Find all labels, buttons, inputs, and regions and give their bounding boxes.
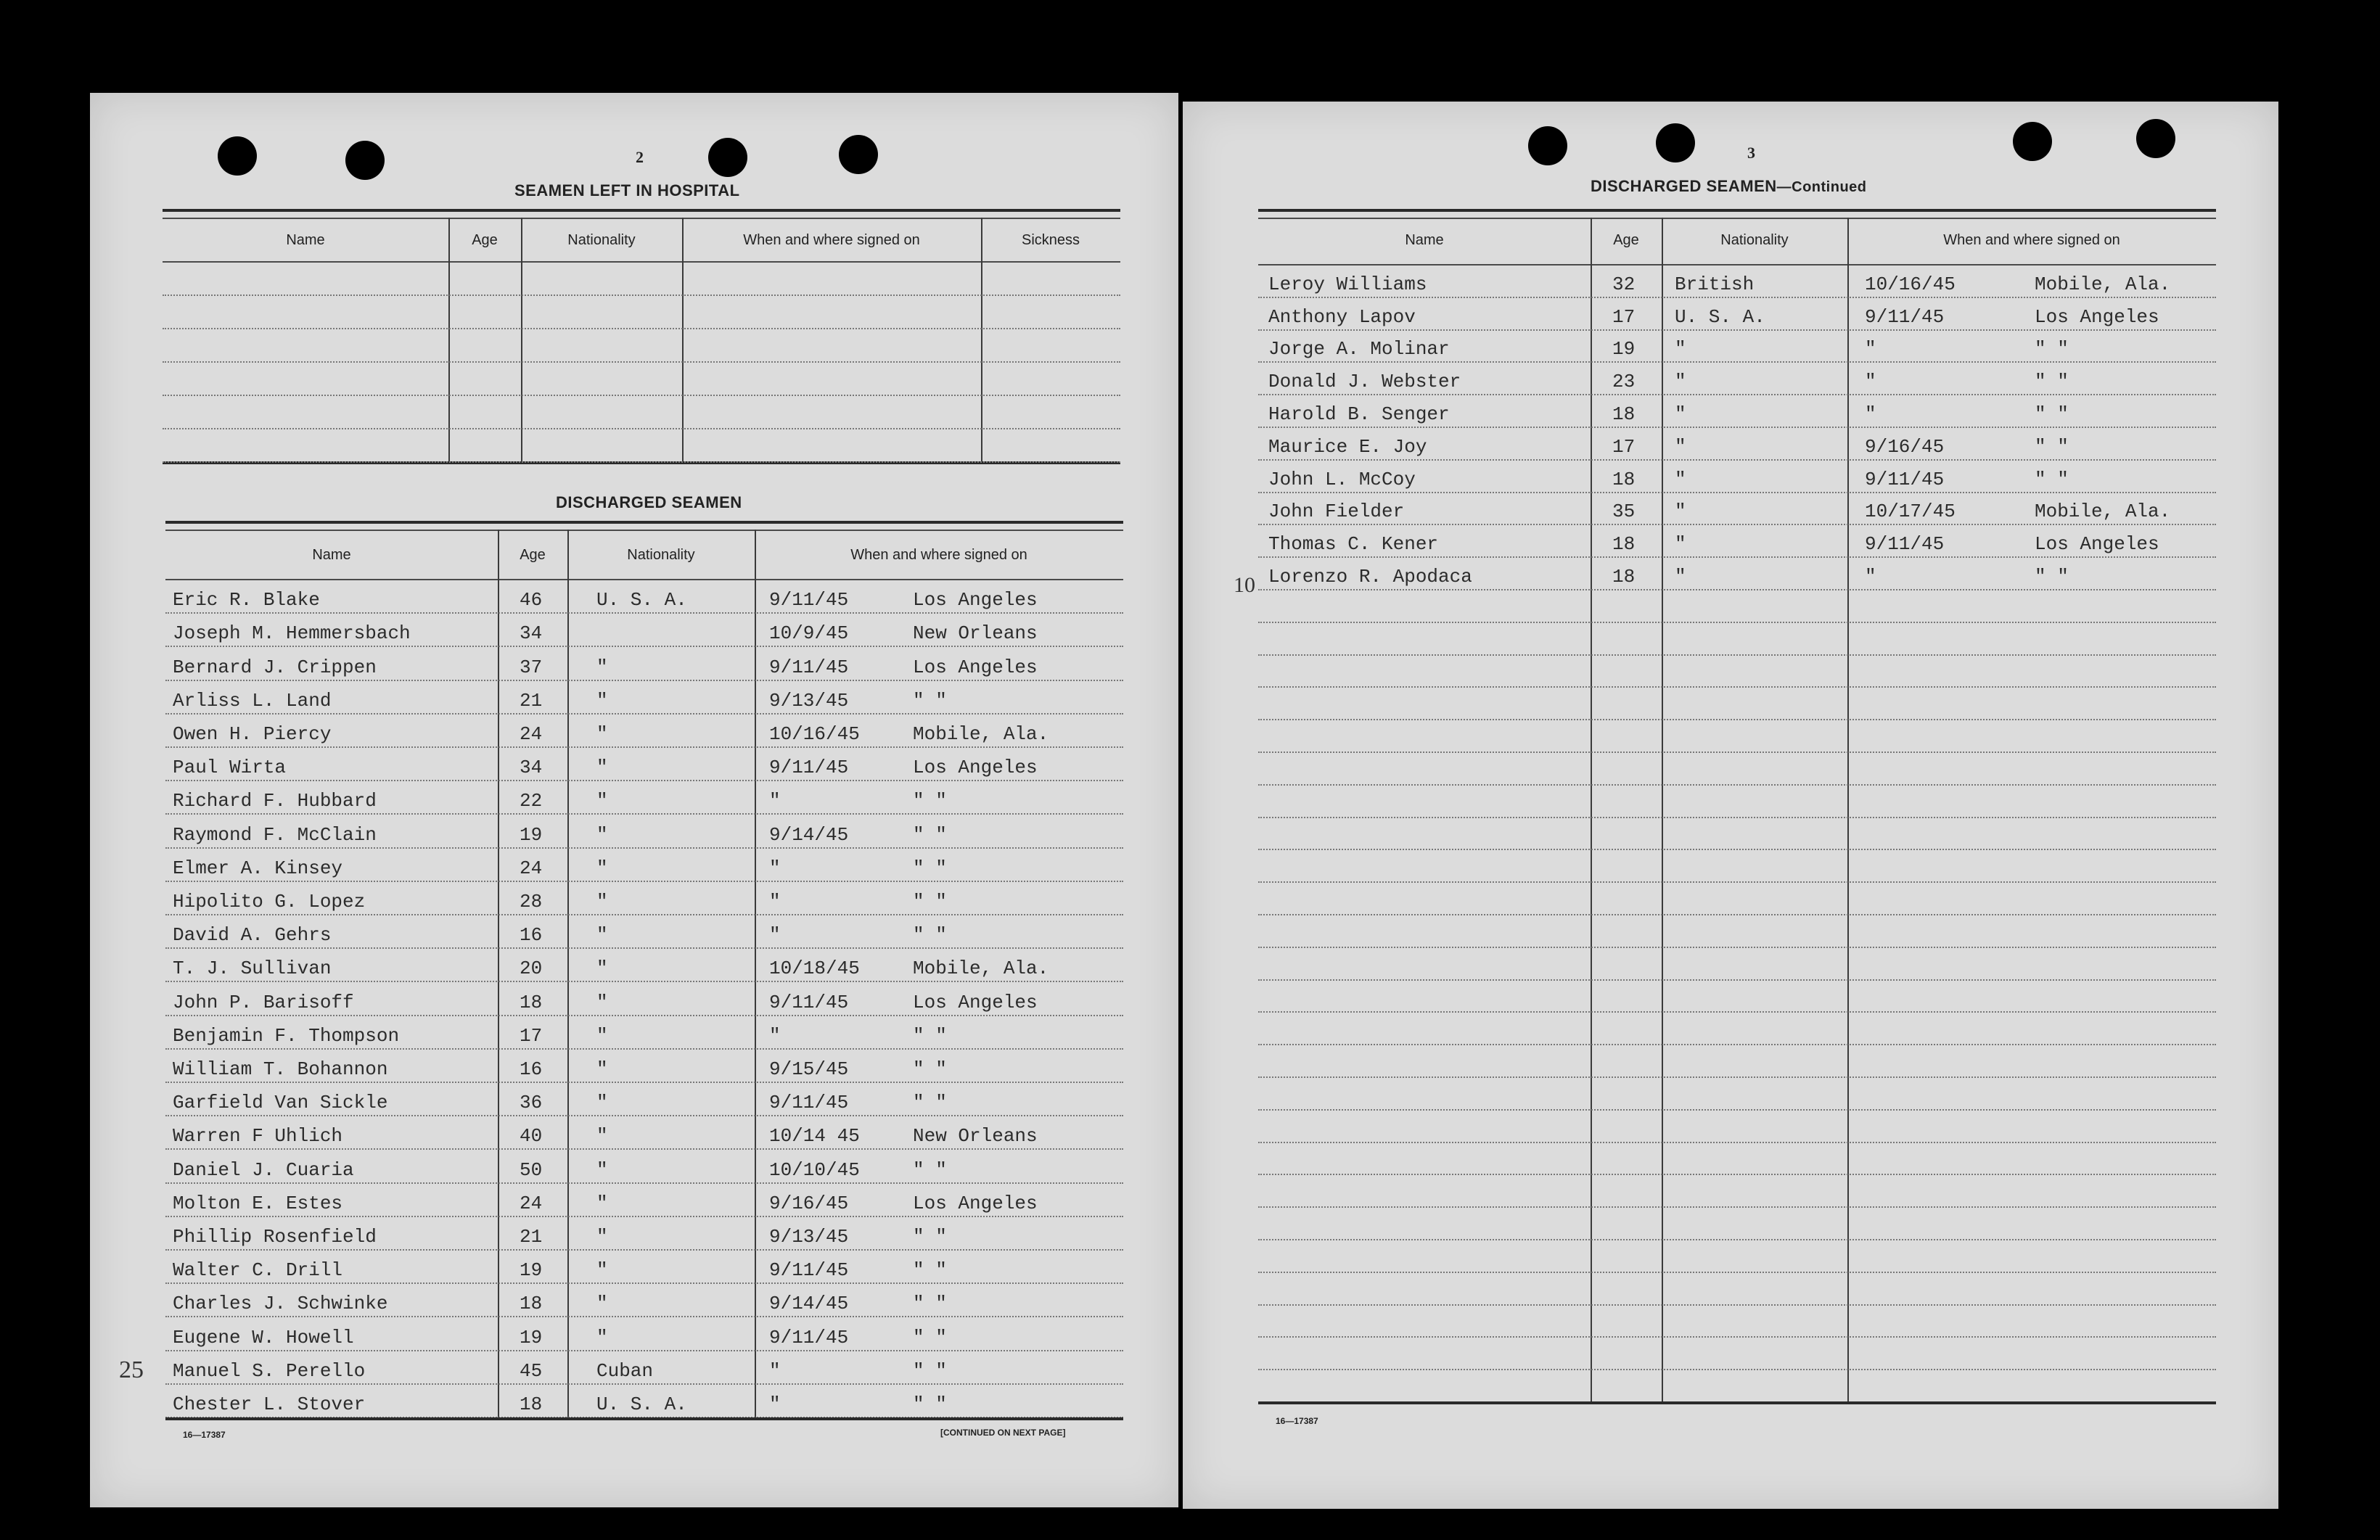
cell-date: 9/15/45 (769, 1058, 849, 1080)
cell-age: 19 (1612, 338, 1636, 361)
punch-hole (345, 141, 385, 180)
cell-date: " (1865, 403, 1876, 425)
cell-date: " (769, 857, 781, 879)
table-row (1258, 622, 2216, 656)
table-row (165, 1282, 1123, 1317)
cell-place: Los Angeles (913, 757, 1038, 779)
header-nationality: Nationality (567, 232, 636, 248)
cell-name: Bernard J. Crippen (173, 656, 377, 678)
table-row (165, 780, 1123, 815)
table-row (1258, 1272, 2216, 1306)
cell-nationality: " (596, 1024, 608, 1047)
punch-hole (2136, 119, 2175, 158)
cell-name: Paul Wirta (173, 757, 287, 779)
table-row (165, 881, 1123, 915)
table-row (1258, 752, 2216, 786)
table-row (165, 1216, 1123, 1251)
cell-date: 10/9/45 (769, 622, 849, 645)
table-row (1258, 427, 2216, 461)
table-row (1258, 1206, 2216, 1240)
cell-name: Walter C. Drill (173, 1259, 343, 1282)
cell-nationality: " (596, 1158, 608, 1181)
page-number: 3 (1747, 144, 1755, 162)
cell-date: 10/14 45 (769, 1125, 860, 1148)
header-sickness: Sickness (1021, 232, 1080, 248)
cell-name: Hipolito G. Lopez (173, 890, 366, 913)
table-row (1258, 1076, 2216, 1111)
table-row (1258, 1304, 2216, 1338)
cell-name: Chester L. Stover (173, 1393, 366, 1415)
cell-nationality: " (1675, 565, 1686, 588)
cell-place: New Orleans (913, 622, 1038, 645)
table-row (1258, 264, 2216, 298)
table-row (1258, 914, 2216, 948)
cell-place: Los Angeles (2035, 533, 2159, 556)
right-page (1183, 102, 2278, 1509)
table-row (1258, 1174, 2216, 1208)
cell-date: 10/16/45 (769, 722, 860, 745)
cell-age: 19 (520, 1259, 543, 1282)
cell-age: 18 (520, 1293, 543, 1315)
cell-date: 9/13/45 (769, 689, 849, 712)
table-row (165, 1082, 1123, 1116)
cell-age: 22 (520, 790, 543, 812)
table-row (165, 713, 1123, 748)
cell-name: Phillip Rosenfield (173, 1225, 377, 1248)
cell-name: Maurice E. Joy (1268, 435, 1427, 458)
header-name: Name (286, 232, 325, 248)
cell-nationality: British (1675, 273, 1755, 295)
table-row (1258, 329, 2216, 363)
form-number: 16—17387 (183, 1430, 226, 1440)
cell-date: 9/11/45 (769, 1326, 849, 1348)
cell-name: Eugene W. Howell (173, 1326, 354, 1348)
cell-name: Anthony Lapov (1268, 305, 1416, 328)
table-row (165, 746, 1123, 781)
cell-nationality: " (596, 823, 608, 846)
cell-nationality: " (1675, 338, 1686, 361)
cell-place: " " (2035, 338, 2069, 361)
cell-name: Garfield Van Sickle (173, 1092, 388, 1114)
table-row (1258, 849, 2216, 883)
table-row (1258, 1142, 2216, 1176)
cell-age: 20 (520, 958, 543, 980)
cell-nationality: Cuban (596, 1359, 654, 1382)
cell-age: 46 (520, 589, 543, 612)
cell-place: " " (2035, 468, 2069, 490)
cell-age: 16 (520, 924, 543, 947)
cell-name: John Fielder (1268, 501, 1405, 523)
cell-place: Mobile, Ala. (913, 722, 1049, 745)
cell-age: 17 (1612, 305, 1636, 328)
cell-age: 37 (520, 656, 543, 678)
hospital-title: SEAMEN LEFT IN HOSPITAL (514, 181, 740, 199)
table-row (165, 1316, 1123, 1351)
table-row (165, 947, 1123, 982)
table-row (1258, 979, 2216, 1013)
punch-hole (1656, 123, 1695, 162)
cell-date: 9/11/45 (769, 991, 849, 1013)
cell-nationality: U. S. A. (596, 1393, 687, 1415)
header-nationality: Nationality (627, 547, 695, 563)
cell-name: Eric R. Blake (173, 589, 320, 612)
cell-name: Warren F Uhlich (173, 1125, 343, 1148)
table-row (1258, 1044, 2216, 1078)
cell-nationality: " (1675, 403, 1686, 425)
cell-place: Los Angeles (2035, 305, 2159, 328)
cell-age: 45 (520, 1359, 543, 1382)
cell-age: 21 (520, 1225, 543, 1248)
header-age: Age (1613, 232, 1639, 248)
cell-date: 9/16/45 (769, 1192, 849, 1214)
punch-hole (839, 135, 878, 174)
discharged-title: DISCHARGED SEAMEN (556, 493, 742, 511)
cell-nationality: " (596, 1092, 608, 1114)
cell-nationality: " (596, 656, 608, 678)
cell-date: 9/14/45 (769, 1293, 849, 1315)
form-number: 16—17387 (1276, 1416, 1318, 1426)
cell-age: 34 (520, 757, 543, 779)
cell-age: 36 (520, 1092, 543, 1114)
table-row (165, 680, 1123, 715)
cell-place: " " (913, 1293, 947, 1315)
cell-age: 17 (1612, 435, 1636, 458)
cell-age: 19 (520, 1326, 543, 1348)
table-row (1258, 719, 2216, 753)
cell-age: 23 (1612, 371, 1636, 393)
header-age: Age (520, 547, 546, 563)
table-row (1258, 297, 2216, 331)
cell-nationality: " (596, 958, 608, 980)
table-row (1258, 784, 2216, 818)
table-row (1258, 686, 2216, 720)
cell-place: " " (913, 1393, 947, 1415)
table-row (1258, 459, 2216, 493)
cell-date: 9/11/45 (1865, 468, 1945, 490)
cell-date: 10/18/45 (769, 958, 860, 980)
cell-age: 24 (520, 857, 543, 879)
cell-place: " " (913, 1225, 947, 1248)
cell-name: Charles J. Schwinke (173, 1293, 388, 1315)
cell-date: 9/16/45 (1865, 435, 1945, 458)
header-signed-on: When and where signed on (743, 232, 920, 248)
table-row (165, 981, 1123, 1016)
cell-name: Benjamin F. Thompson (173, 1024, 400, 1047)
list-item (163, 295, 1120, 329)
cell-place: " " (913, 1359, 947, 1382)
page-number: 2 (636, 148, 644, 166)
cell-nationality: " (1675, 501, 1686, 523)
cell-age: 18 (1612, 403, 1636, 425)
table-row (1258, 394, 2216, 428)
margin-mark: 25 (119, 1356, 144, 1383)
cell-place: " " (913, 1092, 947, 1114)
table-row (165, 1182, 1123, 1217)
cell-nationality: " (596, 757, 608, 779)
cell-name: John L. McCoy (1268, 468, 1416, 490)
table-row (1258, 817, 2216, 851)
cell-place: " " (2035, 435, 2069, 458)
table-row (1258, 1239, 2216, 1273)
cell-name: Jorge A. Molinar (1268, 338, 1450, 361)
cell-place: " " (913, 790, 947, 812)
cell-age: 40 (520, 1125, 543, 1148)
header-name: Name (312, 547, 351, 563)
table-row (1258, 524, 2216, 558)
cell-age: 18 (1612, 468, 1636, 490)
cell-age: 50 (520, 1158, 543, 1181)
table-row (165, 1249, 1123, 1284)
table-row (1258, 492, 2216, 526)
cell-nationality: " (596, 1192, 608, 1214)
cell-place: Los Angeles (913, 1192, 1038, 1214)
cell-name: Leroy Williams (1268, 273, 1427, 295)
cell-age: 24 (520, 1192, 543, 1214)
cell-name: Thomas C. Kener (1268, 533, 1439, 556)
cell-date: 10/10/45 (769, 1158, 860, 1181)
cell-place: Los Angeles (913, 991, 1038, 1013)
table-row (1258, 881, 2216, 915)
margin-mark: 10 (1234, 573, 1255, 597)
cell-date: 9/11/45 (769, 589, 849, 612)
left-page (90, 93, 1178, 1507)
cell-place: " " (913, 890, 947, 913)
cell-date: 9/11/45 (769, 757, 849, 779)
cell-date: 9/13/45 (769, 1225, 849, 1248)
cell-place: " " (913, 1058, 947, 1080)
cell-date: 9/11/45 (1865, 305, 1945, 328)
table-row (165, 1148, 1123, 1183)
cell-place: Mobile, Ala. (2035, 273, 2171, 295)
cell-name: Molton E. Estes (173, 1192, 343, 1214)
cell-age: 19 (520, 823, 543, 846)
table-row (165, 1350, 1123, 1385)
table-row (165, 813, 1123, 848)
continued-table (1258, 209, 2216, 1404)
cell-place: " " (913, 924, 947, 947)
cell-place: Los Angeles (913, 589, 1038, 612)
cell-name: Donald J. Webster (1268, 371, 1461, 393)
cell-age: 18 (1612, 565, 1636, 588)
cell-nationality: " (596, 1293, 608, 1315)
cell-date: 10/17/45 (1865, 501, 1956, 523)
cell-nationality: " (596, 722, 608, 745)
cell-name: Arliss L. Land (173, 689, 332, 712)
title-suffix: —Continued (1776, 179, 1867, 195)
cell-name: Elmer A. Kinsey (173, 857, 343, 879)
discharged-table (165, 521, 1123, 1420)
cell-date: " (1865, 565, 1876, 588)
header-name: Name (1405, 232, 1444, 248)
table-row (165, 847, 1123, 882)
cell-date: " (769, 1359, 781, 1382)
punch-hole (708, 138, 747, 177)
cell-age: 16 (520, 1058, 543, 1080)
cell-name: Joseph M. Hemmersbach (173, 622, 411, 645)
cell-place: Los Angeles (913, 656, 1038, 678)
cell-name: David A. Gehrs (173, 924, 332, 947)
cell-age: 18 (520, 1393, 543, 1415)
punch-hole (1528, 126, 1567, 165)
cell-date: 10/16/45 (1865, 273, 1956, 295)
cell-name: Manuel S. Perello (173, 1359, 366, 1382)
cell-date: " (1865, 338, 1876, 361)
cell-place: " " (2035, 371, 2069, 393)
cell-name: William T. Bohannon (173, 1058, 388, 1080)
list-item (163, 361, 1120, 396)
cell-age: 34 (520, 622, 543, 645)
table-row (1258, 654, 2216, 688)
cell-place: " " (2035, 403, 2069, 425)
cell-date: 9/11/45 (1865, 533, 1945, 556)
table-row (1258, 1109, 2216, 1143)
cell-age: 18 (520, 991, 543, 1013)
punch-hole (218, 136, 257, 176)
cell-name: Lorenzo R. Apodaca (1268, 565, 1472, 588)
cell-nationality: " (1675, 468, 1686, 490)
punch-hole (2013, 122, 2052, 161)
table-row (165, 1115, 1123, 1150)
table-row (1258, 1336, 2216, 1370)
cell-name: T. J. Sullivan (173, 958, 332, 980)
cell-place: " " (913, 689, 947, 712)
hospital-table (163, 209, 1120, 467)
cell-age: 24 (520, 722, 543, 745)
cell-age: 35 (1612, 501, 1636, 523)
list-item (163, 261, 1120, 296)
discharged-continued-title (1591, 177, 1867, 196)
cell-date: " (769, 890, 781, 913)
table-row (1258, 589, 2216, 623)
cell-date: " (769, 790, 781, 812)
header-nationality: Nationality (1720, 232, 1789, 248)
cell-name: Owen H. Piercy (173, 722, 332, 745)
list-item (163, 428, 1120, 463)
table-row (165, 1015, 1123, 1050)
table-row (165, 1383, 1123, 1418)
cell-place: " " (2035, 565, 2069, 588)
cell-age: 32 (1612, 273, 1636, 295)
table-row (165, 612, 1123, 647)
cell-place: " " (913, 823, 947, 846)
table-row (165, 646, 1123, 680)
cell-nationality: " (596, 924, 608, 947)
cell-age: 18 (1612, 533, 1636, 556)
cell-nationality: " (596, 689, 608, 712)
cell-nationality: " (1675, 371, 1686, 393)
cell-place: " " (913, 1158, 947, 1181)
cell-date: " (1865, 371, 1876, 393)
cell-nationality: " (596, 1125, 608, 1148)
cell-nationality: " (1675, 533, 1686, 556)
cell-date: 9/11/45 (769, 1259, 849, 1282)
cell-nationality: " (596, 857, 608, 879)
list-item (163, 395, 1120, 429)
cell-name: John P. Barisoff (173, 991, 354, 1013)
cell-nationality: U. S. A. (596, 589, 687, 612)
cell-date: 9/14/45 (769, 823, 849, 846)
table-row (1258, 1369, 2216, 1403)
cell-name: Daniel J. Cuaria (173, 1158, 354, 1181)
cell-nationality: " (596, 1225, 608, 1248)
header-signed-on: When and where signed on (1943, 232, 2120, 248)
table-row (1258, 1011, 2216, 1045)
cell-age: 17 (520, 1024, 543, 1047)
cell-nationality: " (596, 890, 608, 913)
title-main: DISCHARGED SEAMEN (1591, 177, 1777, 195)
cell-place: " " (913, 1259, 947, 1282)
cell-nationality: " (596, 1058, 608, 1080)
cell-nationality: " (1675, 435, 1686, 458)
cell-place: Mobile, Ala. (2035, 501, 2171, 523)
cell-name: Raymond F. McClain (173, 823, 377, 846)
cell-nationality: " (596, 991, 608, 1013)
cell-nationality: " (596, 790, 608, 812)
table-row (165, 914, 1123, 949)
cell-date: " (769, 924, 781, 947)
cell-place: " " (913, 1326, 947, 1348)
table-row (165, 1048, 1123, 1083)
continued-note: [CONTINUED ON NEXT PAGE] (940, 1428, 1066, 1438)
table-row (1258, 361, 2216, 395)
cell-nationality: " (596, 1259, 608, 1282)
header-age: Age (472, 232, 498, 248)
cell-name: Richard F. Hubbard (173, 790, 377, 812)
cell-date: " (769, 1024, 781, 1047)
table-row (1258, 947, 2216, 981)
cell-date: 9/11/45 (769, 656, 849, 678)
cell-place: New Orleans (913, 1125, 1038, 1148)
header-signed-on: When and where signed on (850, 547, 1027, 563)
list-item (163, 328, 1120, 363)
table-row (165, 579, 1123, 614)
cell-place: Mobile, Ala. (913, 958, 1049, 980)
table-row (1258, 556, 2216, 590)
cell-nationality: " (596, 1326, 608, 1348)
cell-age: 28 (520, 890, 543, 913)
cell-date: 9/11/45 (769, 1092, 849, 1114)
cell-place: " " (913, 857, 947, 879)
cell-place: " " (913, 1024, 947, 1047)
cell-date: " (769, 1393, 781, 1415)
cell-name: Harold B. Senger (1268, 403, 1450, 425)
cell-nationality: U. S. A. (1675, 305, 1765, 328)
cell-age: 21 (520, 689, 543, 712)
